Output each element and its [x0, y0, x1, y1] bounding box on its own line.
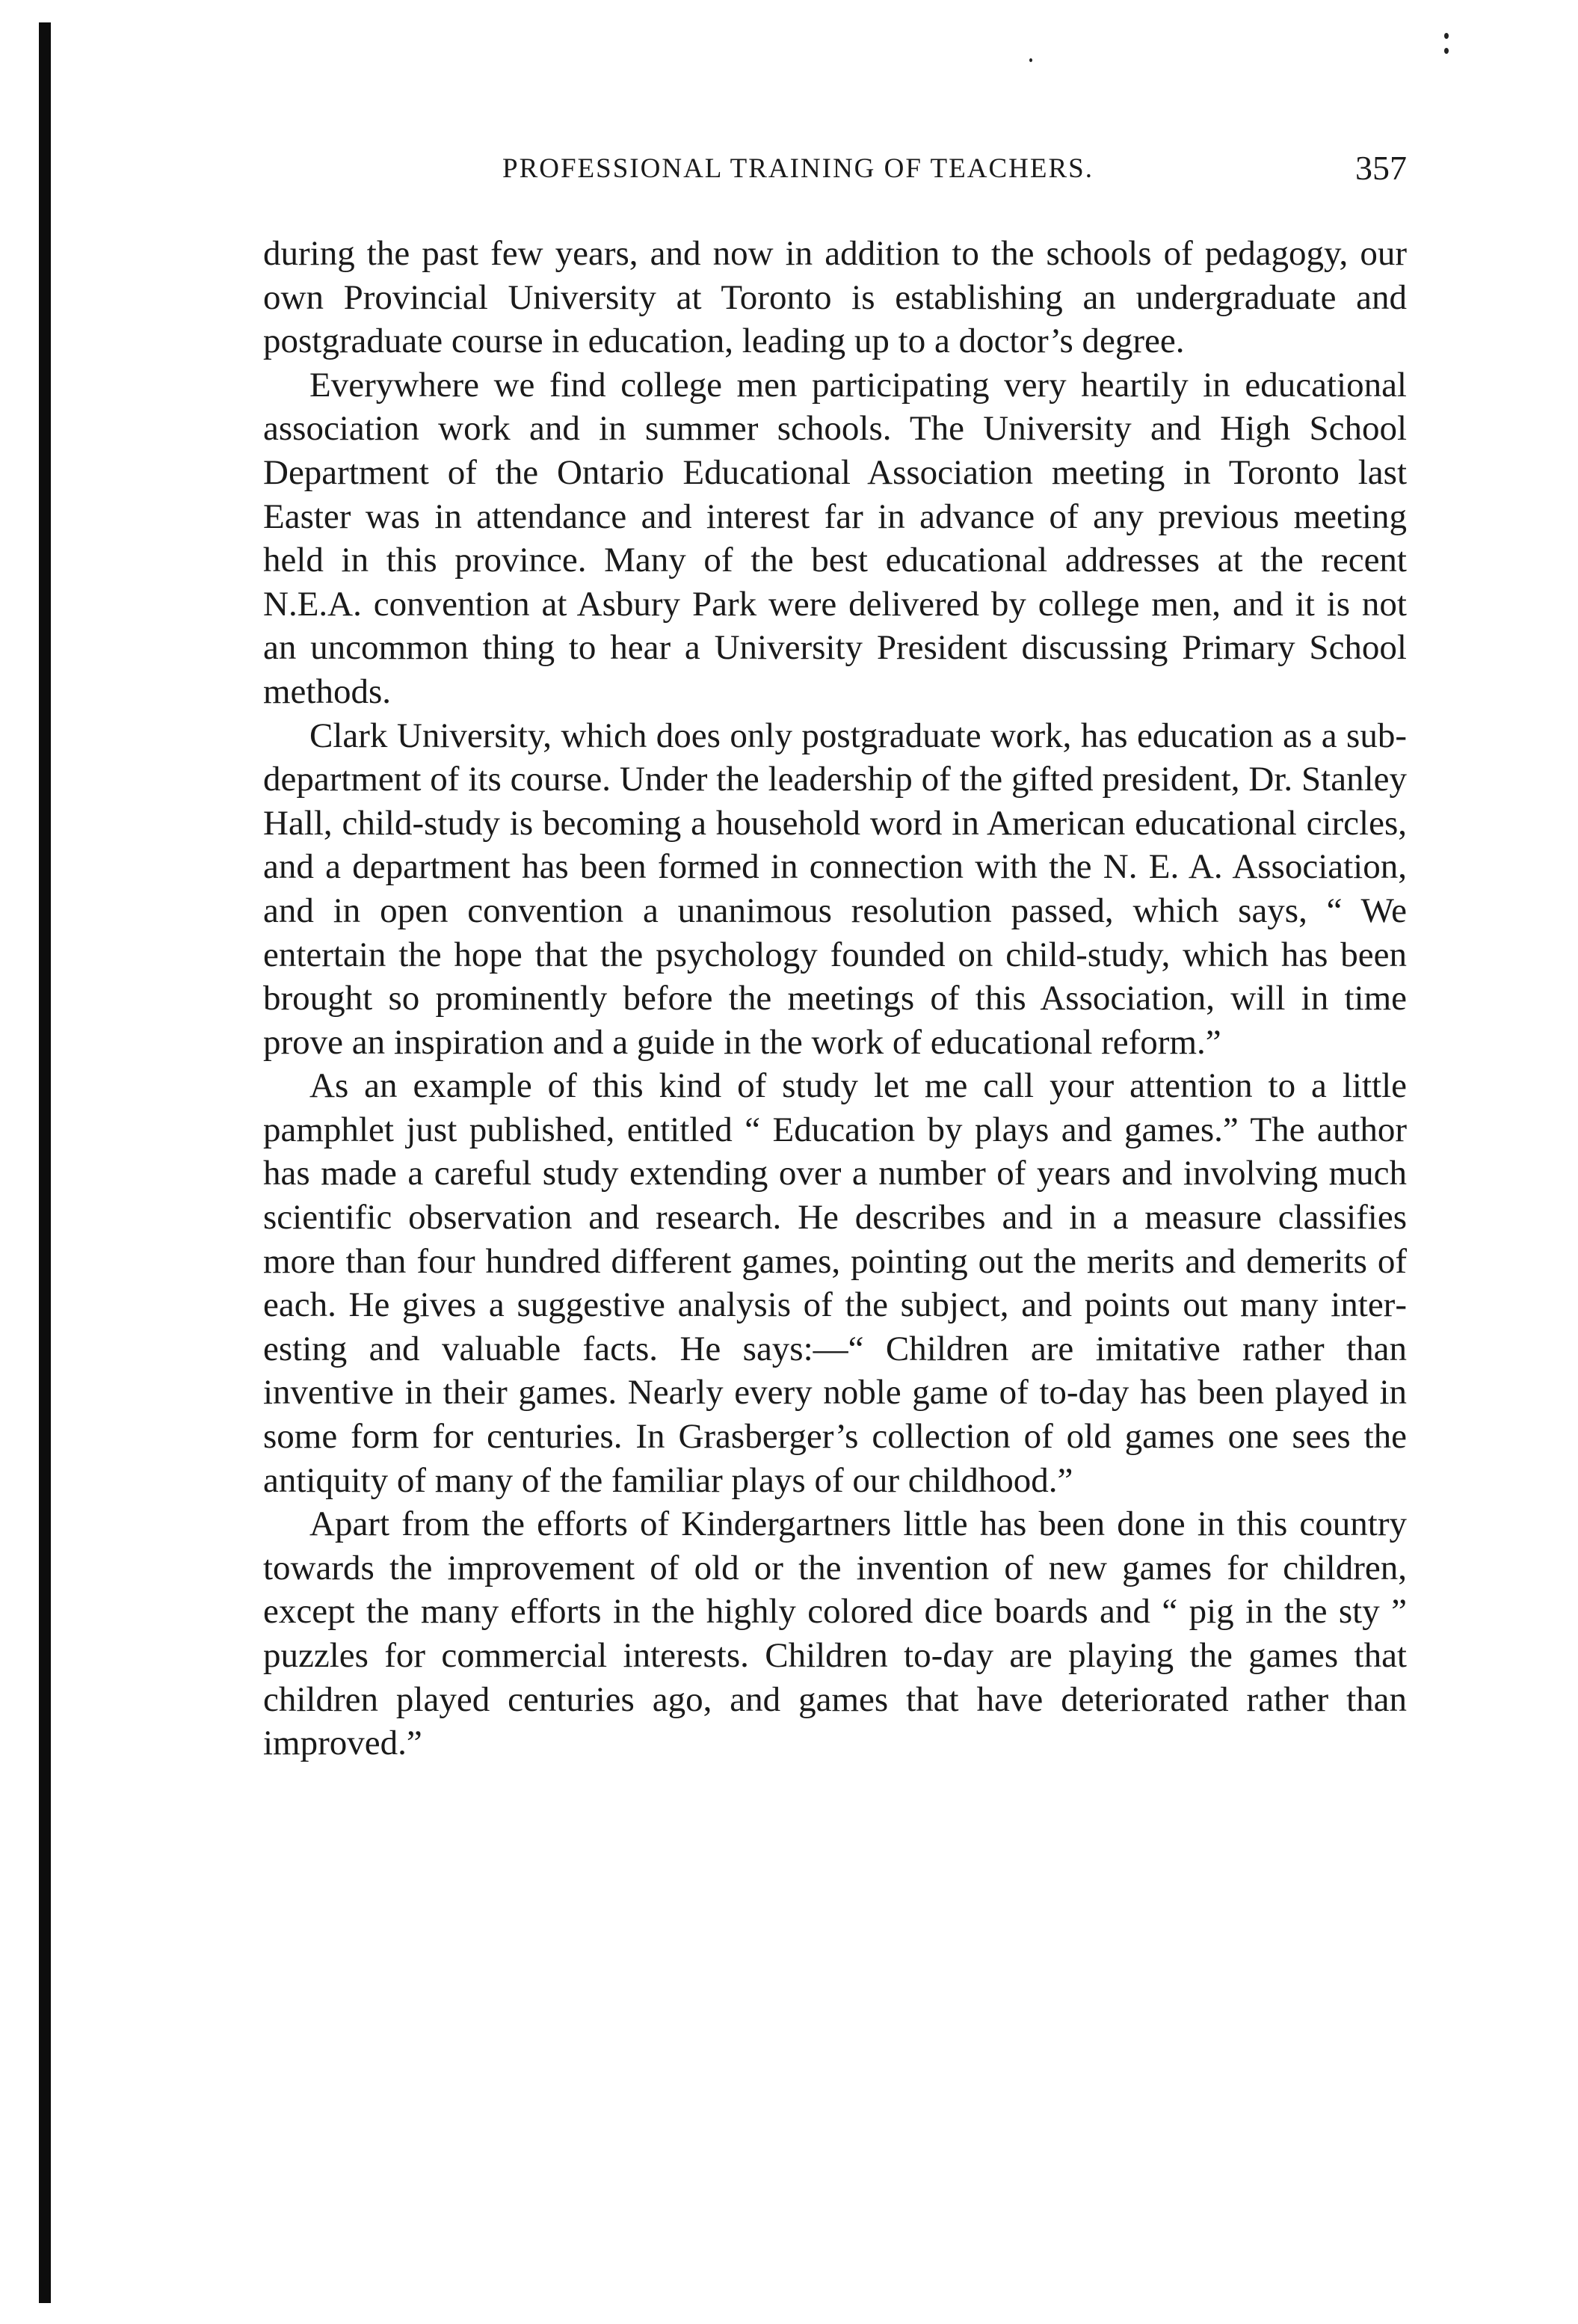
scan-speck — [1444, 48, 1449, 54]
running-head — [263, 149, 1407, 197]
paragraph-college-men: Everywhere we find college men participating very heartily in educational association work and in summer schools. The University and High School Department of the Ontario Educational Association meeting in Toronto last Easter was in attendance and interest far in advance of any previous meeting held in this province. Many of the best educational addresses at the recent N.E.A. convention at Asbury Park were delivered by college men, and it is not an uncommon thing to hear a University President discussing Primary School methods. — [263, 365, 1407, 711]
running-title: PROFESSIONAL TRAINING OF TEACHERS. — [502, 153, 1094, 184]
scan-speck — [1444, 33, 1449, 39]
paragraph-clark-university: Clark University, which does only postgraduate work, has education as a sub-department of its course. Under the leadership of the gifted president, Dr. Stanley Hall, child-study is becoming a household word in American educational circles, and a department has been formed in connection with the N. E. A. Association, and in open convention a unanimous resolution passed, which says, “ We entertain the hope that the psychology founded on child-study, which has been brought so prominently before the meetings of this Association, will in time prove an inspiration and a guide in the work of educational reform.” — [263, 716, 1407, 1062]
paragraph-continued: during the past few years, and now in addition to the schools of pedagogy, our own Provincial University at Toronto is establishing an undergraduate and postgraduate course in education, leading up to a doctor’s degree. — [263, 234, 1407, 361]
scan-speck — [1029, 58, 1032, 62]
binding-edge — [39, 22, 51, 2303]
page-number: 357 — [1355, 149, 1407, 187]
body-text — [263, 232, 1407, 1765]
paragraph-kindergartners: Apart from the efforts of Kindergartners little has been done in this country towards the improvement of old or the invention of new games for children, except the many efforts in the highly colored dice boards and “ pig in the sty ” puzzles for commercial interests. Children to-day are playing the games that children played centuries ago, and games that have deteriorated rather than improved.” — [263, 1504, 1407, 1763]
paragraph-plays-and-games: As an example of this kind of study let me call your attention to a little pamphlet just published, entitled “ Education by plays and games.” The author has made a careful study extending over a number of years and involving much scientific observation and research. He describes and in a measure classifies more than four hundred different games, pointing out the merits and demerits of each. He gives a suggestive analysis of the subject, and points out many interesting and valuable facts. He says:—“ Children are imitative rather than inventive in their games. Nearly every noble game of to-day has been played in some form for centuries. In Grasberger’s collection of old games one sees the antiquity of many of the familiar plays of our childhood.” — [263, 1066, 1407, 1500]
